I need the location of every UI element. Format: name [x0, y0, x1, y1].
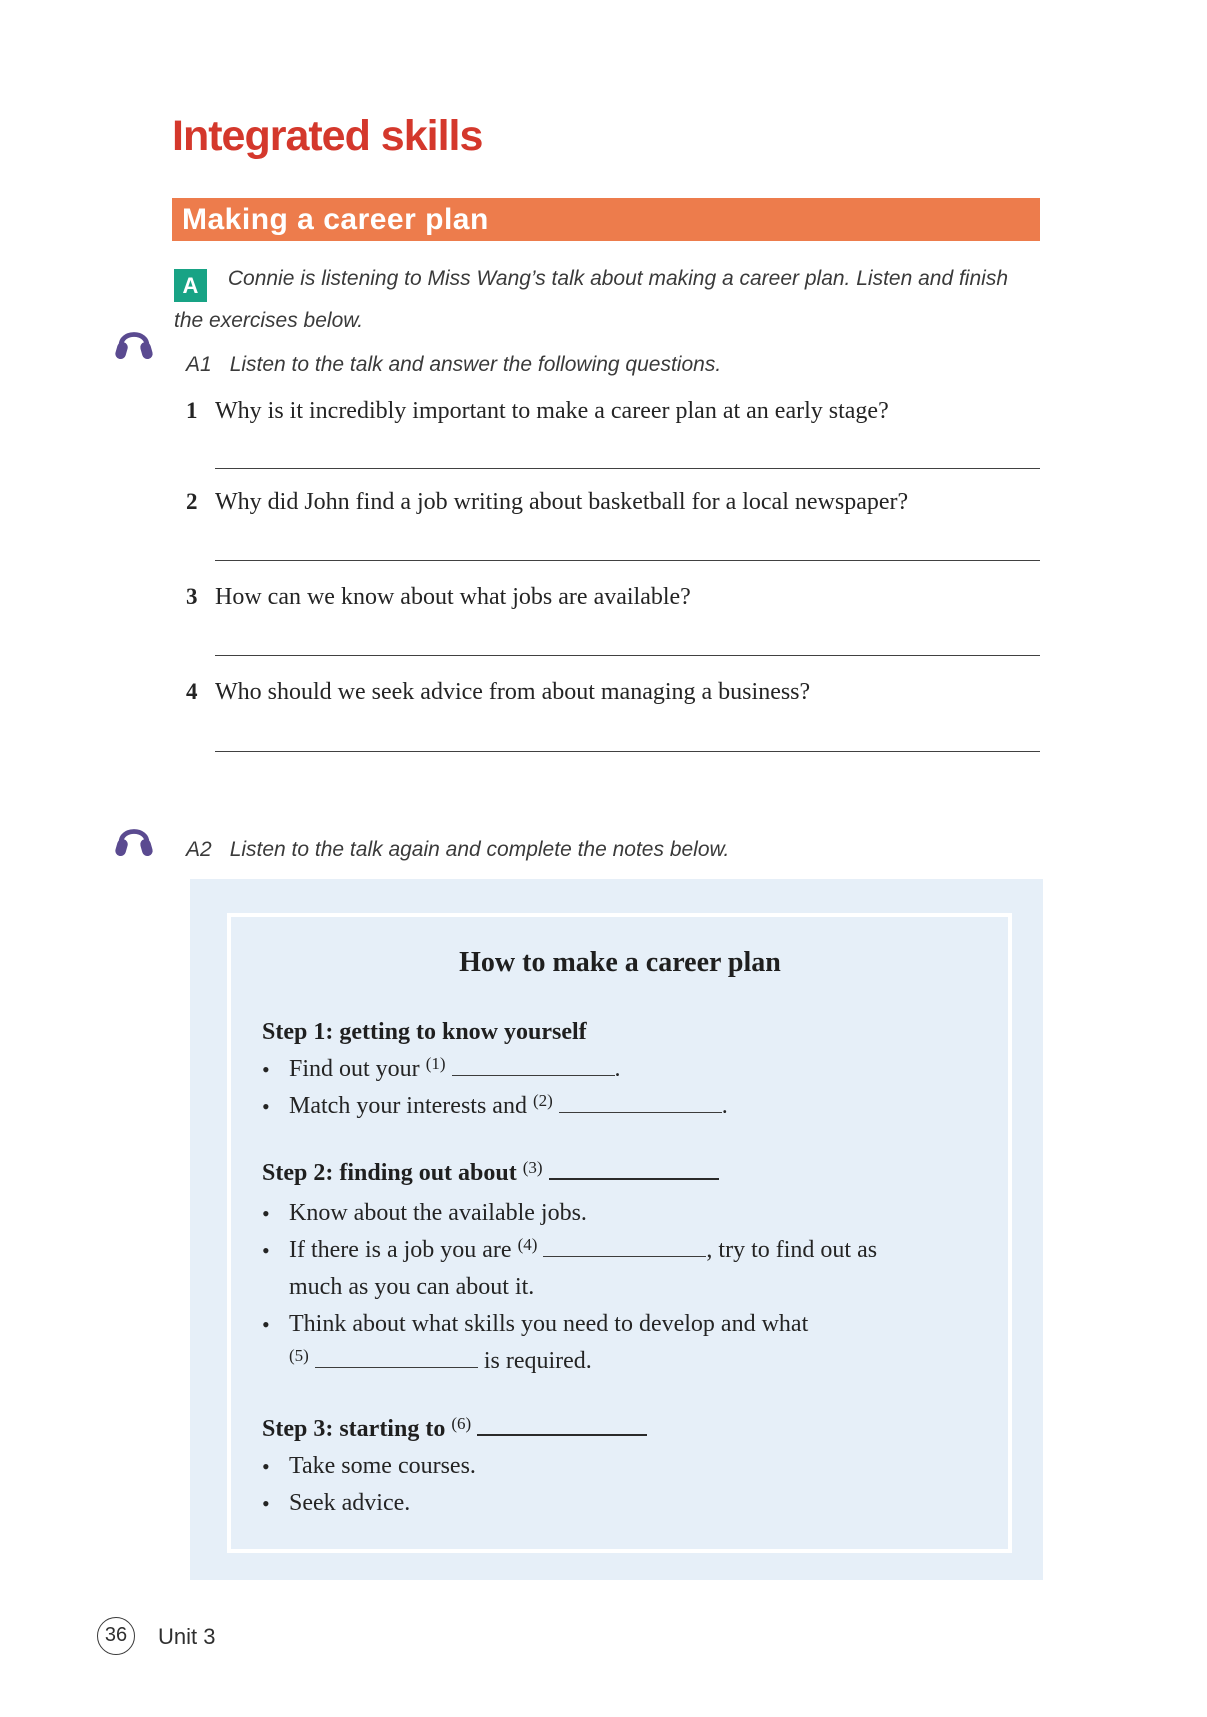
bullet-text-line2: much as you can about it.: [289, 1274, 535, 1300]
a1-instruction-row: [186, 353, 1066, 377]
question-number: 4: [186, 679, 198, 704]
bullet-text: Seek advice.: [289, 1490, 411, 1516]
bullet-icon: •: [262, 1491, 270, 1516]
fill-blank-4: [543, 1254, 706, 1257]
answer-line: [215, 751, 1040, 752]
answer-line: [215, 655, 1040, 656]
question-text: Why did John find a job writing about basketball for a local newspaper?: [215, 489, 909, 515]
question-row: [186, 489, 1046, 516]
unit-label: Unit 3: [158, 1624, 216, 1649]
blank-label: (5): [289, 1346, 309, 1365]
question-row: [186, 679, 1046, 706]
list-item: [262, 1195, 978, 1232]
list-item: [262, 1485, 978, 1522]
step3-heading: [262, 1414, 978, 1444]
blank-label: (2): [532, 1091, 553, 1110]
bullet-icon: •: [262, 1201, 270, 1226]
bullet-icon: •: [262, 1454, 270, 1479]
fill-blank-1: [452, 1073, 615, 1076]
blank-label: (1): [425, 1054, 446, 1073]
answer-line: [215, 468, 1040, 469]
fill-blank-6: [477, 1432, 647, 1436]
notes-inner-frame: [227, 913, 1012, 1553]
bullet-text: Match your interests and: [289, 1093, 527, 1119]
a2-instruction: Listen to the talk again and complete the notes below.: [229, 838, 730, 861]
bullet-text-line2: [289, 1343, 978, 1380]
list-item: [262, 1051, 978, 1088]
list-item: [262, 1448, 978, 1485]
list-item: [262, 1232, 978, 1306]
bullet-text: Think about what skills you need to develop and what: [289, 1311, 809, 1337]
section-banner: [172, 198, 1040, 241]
section-a-badge: A: [174, 269, 207, 302]
bullet-text: Know about the available jobs.: [289, 1200, 587, 1226]
bullet-text: Find out your: [289, 1056, 420, 1082]
headphones-icon: [111, 315, 157, 365]
step2-heading-text: Step 2: finding out about: [262, 1160, 517, 1186]
section-a-intro: [174, 260, 1042, 340]
step2-heading: [262, 1158, 978, 1188]
step3-heading-text: Step 3: starting to: [262, 1416, 446, 1442]
question-number: 3: [186, 584, 198, 609]
fill-blank-5: [315, 1365, 478, 1368]
a2-label: A2: [186, 838, 212, 861]
step1-heading: Step 1: getting to know yourself: [262, 1019, 587, 1045]
step2-bullets: [262, 1195, 978, 1380]
section-banner-label: Making a career plan: [182, 203, 489, 236]
question-number: 1: [186, 398, 198, 423]
step3-bullets: [262, 1448, 978, 1522]
question-row: [186, 584, 1046, 611]
list-item: [262, 1306, 978, 1380]
question-row: [186, 398, 1046, 425]
bullet-icon: •: [262, 1057, 270, 1082]
question-text: How can we know about what jobs are available?: [215, 584, 691, 610]
bullet-icon: •: [262, 1238, 270, 1263]
headphones-icon: [111, 812, 157, 862]
bullet-text-end: is required.: [483, 1348, 592, 1374]
bullet-icon: •: [262, 1094, 270, 1119]
bullet-text-end: .: [614, 1056, 621, 1082]
question-text: Why is it incredibly important to make a career plan at an early stage?: [215, 398, 889, 424]
answer-line: [215, 560, 1040, 561]
bullet-text: If there is a job you are: [289, 1237, 512, 1263]
bullet-text-end: .: [721, 1093, 728, 1119]
blank-label: (3): [522, 1158, 543, 1177]
notes-title: How to make a career plan: [459, 947, 781, 978]
page-number-badge: 36: [97, 1617, 135, 1655]
page-title: Integrated skills: [172, 112, 483, 160]
blank-label: (6): [451, 1414, 472, 1433]
bullet-icon: •: [262, 1312, 270, 1337]
section-a-intro-text: Connie is listening to Miss Wang’s talk about making a career plan. Listen and finish the exercises below.: [174, 267, 1008, 332]
fill-blank-2: [559, 1110, 722, 1113]
step1-bullets: [262, 1051, 978, 1125]
question-text: Who should we seek advice from about managing a business?: [215, 679, 811, 705]
list-item: [262, 1088, 978, 1125]
fill-blank-3: [549, 1176, 719, 1180]
blank-label: (4): [517, 1235, 538, 1254]
question-number: 2: [186, 489, 198, 514]
a1-label: A1: [186, 353, 212, 376]
notes-box: [190, 879, 1043, 1580]
bullet-text: Take some courses.: [289, 1453, 476, 1479]
bullet-text-mid: , try to find out as: [706, 1237, 878, 1263]
a1-instruction: Listen to the talk and answer the following questions.: [229, 353, 722, 376]
a2-instruction-row: [186, 838, 1066, 862]
